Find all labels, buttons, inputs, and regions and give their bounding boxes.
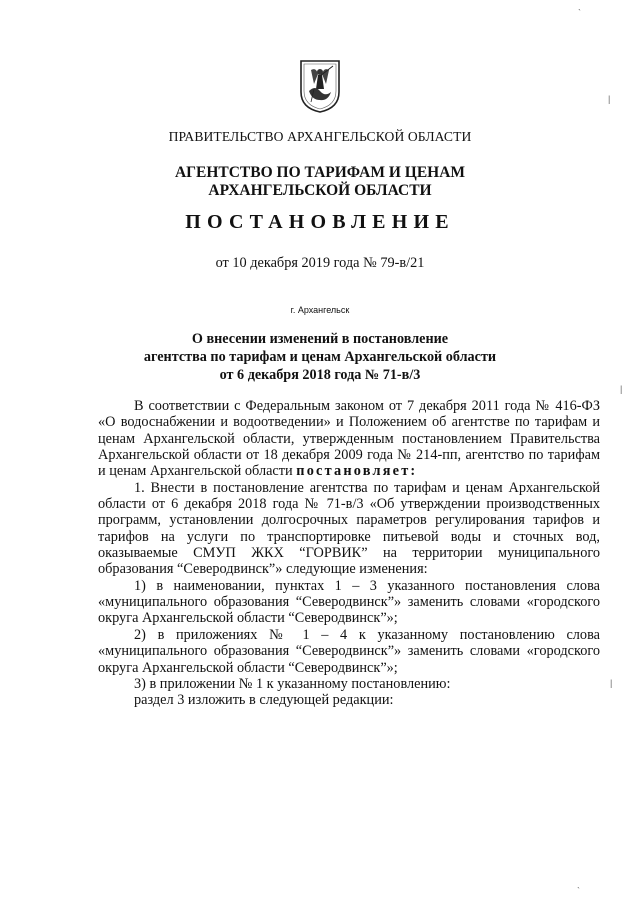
scan-artifact-mark: | — [620, 384, 623, 394]
scan-artifact-mark: | — [608, 94, 611, 104]
item-1-paragraph: 1. Внести в постановление агентства по тарифам и ценам Архангельской области от 6 декабря 2018 года № 71-в/3 «Об утверждении производственных программ, установлении долгосрочных параметров регулирования тарифов и тарифов на услуги по транспортировке питьевой воды и сточных вод, оказываемые СМУП ЖКХ “ГОРВИК” на территории муниципального образования “Северодвинск”» следующие изменения: — [98, 479, 600, 578]
document-subject — [0, 330, 640, 384]
subitem-1-paragraph: 1) в наименовании, пунктах 1 – 3 указанного постановления слова «муниципального образования “Северодвинск”» заменить словами «городского округа Архангельской области “Северодвинск”»; — [98, 577, 600, 627]
scan-artifact-mark: | — [610, 678, 613, 688]
preamble-text: В соответствии с Федеральным законом от 7 декабря 2011 года № 416-ФЗ «О водоснабжении и водоотведении» и Положением об агентстве по тарифам и ценам Архангельской области, утвержденным постановлением Правительства Архангельской области от 18 декабря 2009 года № 214-пп, агентство по тарифам и ценам Архангельской области — [98, 398, 600, 480]
subject-line3: от 6 декабря 2018 года № 71-в/3 — [219, 367, 421, 383]
resolves-word: постановляет: — [296, 463, 418, 480]
document-type-title: ПОСТАНОВЛЕНИЕ — [185, 211, 455, 233]
subject-line2: агентства по тарифам и ценам Архангельской области — [143, 349, 497, 365]
subject-line1: О внесении изменений в постановление — [191, 331, 449, 347]
agency-name-line2: АРХАНГЕЛЬСКОЙ ОБЛАСТИ — [208, 182, 432, 199]
scan-artifact-mark: ` — [577, 886, 580, 896]
document-date-number: от 10 декабря 2019 года № 79-в/21 — [215, 255, 425, 271]
subitem-2-paragraph: 2) в приложениях № 1 – 4 к указанному постановлению слова «муниципального образования “Северодвинск”» заменить словами «городского округа Архангельской области “Северодвинск”»; — [98, 626, 600, 676]
agency-name — [0, 164, 640, 200]
document-body — [98, 398, 600, 709]
subitem-3a-paragraph: раздел 3 изложить в следующей редакции: — [134, 692, 394, 709]
government-name: ПРАВИТЕЛЬСТВО АРХАНГЕЛЬСКОЙ ОБЛАСТИ — [168, 129, 472, 144]
subitem-3-paragraph: 3) в приложении № 1 к указанному постановлению: — [134, 675, 451, 692]
scan-artifact-mark: ` — [578, 8, 581, 18]
coat-of-arms-emblem — [298, 58, 342, 114]
agency-name-line1: АГЕНТСТВО ПО ТАРИФАМ И ЦЕНАМ — [174, 164, 466, 181]
preamble-paragraph — [98, 398, 600, 480]
city-label: г. Архангельск — [290, 305, 350, 315]
